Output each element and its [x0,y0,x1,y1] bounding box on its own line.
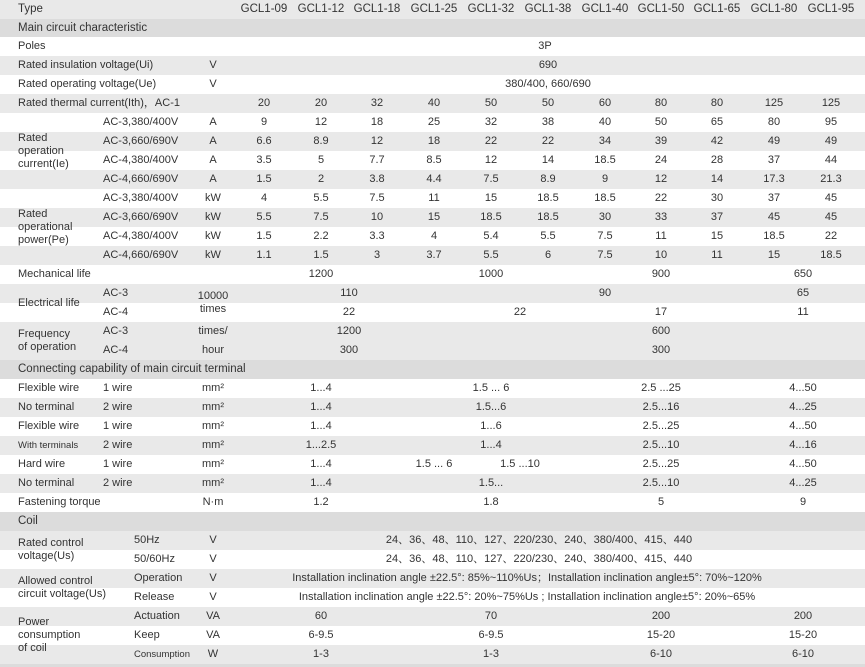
table-cell: 7.7 [369,154,385,166]
model-header: GCL1-09 [240,3,288,15]
table-cell: 5 [657,496,665,508]
table-cell: 1...4 [310,477,332,489]
table-cell: 18.5 [763,230,785,242]
table-cell: 15-20 [788,629,818,641]
table-cell: A [209,154,217,166]
row-label: Consumption [134,649,190,660]
table-cell: 18 [370,116,384,128]
table-cell: 11 [797,306,809,318]
table-cell: 70 [484,610,498,622]
table-cell: 18.5 [537,192,559,204]
table-cell: A [209,135,217,147]
row-label: Rated operating voltage(Ue) [18,78,157,90]
table-cell: 5.5 [313,192,329,204]
table-cell: 17 [654,306,668,318]
table-cell: 6 [544,249,552,261]
table-cell: 11 [428,192,440,204]
table-cell: 44 [824,154,838,166]
table-cell: 25 [427,116,441,128]
table-cell: mm² [202,401,224,413]
table-cell: 50 [541,97,555,109]
table-cell: 9 [799,496,807,508]
table-cell: 300 [339,344,359,356]
row-label: AC-4,380/400V [103,154,179,166]
table-cell: 900 [651,268,671,280]
row-label: Fastening torque [18,496,101,508]
table-cell: 18.5 [537,211,559,223]
table-cell: 33 [654,211,668,223]
table-cell: 9 [601,173,609,185]
model-header: GCL1-25 [410,3,458,15]
header-type-label: Type [18,3,43,15]
table-cell: 37 [767,154,781,166]
section-title-main: Main circuit characteristic [18,21,148,34]
table-cell: 1...4 [310,382,332,394]
table-cell: 37 [767,192,781,204]
table-cell: 3P [538,40,552,52]
table-cell: 4 [430,230,438,242]
table-cell: 95 [824,116,838,128]
table-cell: 7.5 [597,249,613,261]
table-cell: 10000 times [197,290,229,315]
table-cell: A [209,116,217,128]
table-cell: V [209,78,217,90]
table-cell: 11 [655,230,667,242]
table-cell: 50 [654,116,668,128]
row-label: Release [134,591,175,603]
table-cell: 6-9.5 [478,629,504,641]
table-cell: 14 [710,173,724,185]
table-cell: 42 [710,135,724,147]
row-label: 1 wire [103,382,133,394]
table-cell: 300 [651,344,671,356]
table-cell: 1200 [336,325,362,337]
row-label: Hard wire [18,458,66,470]
table-cell: kW [205,192,221,204]
table-cell: 18.5 [594,154,616,166]
table-cell: 21.3 [820,173,842,185]
row-label: Operation [134,572,183,584]
table-cell: 30 [598,211,612,223]
table-cell: 1...2.5 [305,439,337,451]
table-cell: 110 [340,287,358,299]
table-cell: 18 [427,135,441,147]
row-label: 50Hz [134,534,160,546]
table-cell: 22 [342,306,356,318]
table-cell: 14 [541,154,555,166]
table-cell: 7.5 [369,192,385,204]
table-cell: 1.5 ... 6 [415,458,453,470]
table-cell: 22 [484,135,498,147]
table-cell: 1...4 [310,401,332,413]
table-cell: 12 [370,135,384,147]
table-cell: VA [206,629,220,641]
table-cell: 15 [484,192,498,204]
table-cell: 24 [654,154,668,166]
table-cell: 49 [767,135,781,147]
row-label: Keep [134,629,160,641]
row-label: Power consumption of coil [18,616,81,654]
table-cell: 24、36、48、110、127、220/230、240、380/400、415、440 [385,553,693,565]
row-label: Rated operational power(Pe) [18,207,73,246]
table-cell: 45 [767,211,781,223]
table-cell: 8.9 [540,173,556,185]
row-label: Flexible wire [18,382,80,394]
row-label: 2 wire [103,401,133,413]
table-cell: 7.5 [597,230,613,242]
table-cell: 7.5 [313,211,329,223]
table-cell: V [209,553,217,565]
table-cell: VA [206,610,220,622]
table-cell: 5.5 [483,249,499,261]
table-cell: 7.5 [483,173,499,185]
table-cell: 1.5 ... 6 [472,382,510,394]
table-cell: 1...6 [480,420,502,432]
table-cell: 380/400, 660/690 [505,78,591,90]
table-cell: 1.8 [483,496,499,508]
table-cell: 1.1 [256,249,272,261]
model-header: GCL1-38 [524,3,572,15]
model-header: GCL1-95 [807,3,855,15]
table-cell: 90 [598,287,612,299]
row-label: 2 wire [103,439,133,451]
row-label: AC-4,660/690V [103,249,179,261]
table-cell: 1200 [308,268,334,280]
table-cell: 5 [317,154,325,166]
table-cell: 80 [710,97,724,109]
table-cell: 6-9.5 [308,629,334,641]
model-header: GCL1-32 [467,3,515,15]
table-cell: 10 [370,211,384,223]
table-cell: 2.5 ...25 [641,382,681,394]
table-cell: 650 [793,268,813,280]
table-cell: mm² [202,420,224,432]
row-label: AC-4,380/400V [103,230,179,242]
model-header: GCL1-80 [750,3,798,15]
model-header: GCL1-40 [581,3,629,15]
table-cell: mm² [202,477,224,489]
model-header: GCL1-50 [637,3,685,15]
table-cell: 1.5 ...10 [500,458,540,470]
table-cell: 40 [427,97,441,109]
row-label: Actuation [134,610,180,622]
table-cell: 125 [764,97,784,109]
table-cell: 22 [824,230,838,242]
table-cell: 20 [257,97,271,109]
model-header: GCL1-12 [297,3,345,15]
table-cell: 22 [513,306,527,318]
table-cell: 80 [654,97,668,109]
table-cell: 65 [796,287,810,299]
table-cell: 2 [317,173,325,185]
row-label: 2 wire [103,477,133,489]
table-cell: 28 [710,154,724,166]
table-cell: 32 [370,97,384,109]
row-label: Allowed control circuit voltage(Us) [18,575,107,600]
table-cell: V [209,572,217,584]
table-cell: 3.5 [256,154,272,166]
table-cell: 3.8 [369,173,385,185]
table-cell: Installation inclination angle ±22.5°: 85%~110%Us；Installation inclination angle±5°: 70%~120% [292,572,762,584]
table-cell: 8.9 [313,135,329,147]
table-cell: 1-3 [483,648,499,660]
table-cell: 690 [538,59,558,71]
table-cell: 3.7 [426,249,442,261]
row-label: AC-3,660/690V [103,135,179,147]
row-label: 1 wire [103,458,133,470]
table-cell: Installation inclination angle ±22.5°: 20%~75%Us ; Installation inclination angle±5°: 20%~65% [298,591,756,603]
table-cell: 3 [373,249,381,261]
row-label: AC-3 [103,287,129,299]
table-cell: 15-20 [646,629,676,641]
table-cell: 60 [598,97,612,109]
table-cell: times/ [198,325,228,337]
table-cell: 12 [654,173,668,185]
table-cell: 1...4 [310,420,332,432]
row-label: Flexible wire [18,420,80,432]
table-cell: W [207,648,219,660]
table-cell: 17.3 [763,173,785,185]
table-cell: N·m [202,496,224,508]
table-cell: 2.5...25 [642,420,680,432]
section-title-connecting: Connecting capability of main circuit terminal [18,363,246,375]
table-cell: 1...4 [310,458,332,470]
table-cell: mm² [202,382,224,394]
table-cell: 2.2 [313,230,329,242]
table-cell: 200 [651,610,671,622]
row-label: 1 wire [103,420,133,432]
table-cell: 5.4 [483,230,499,242]
table-cell: 1.5 [313,249,329,261]
table-cell: 1000 [478,268,504,280]
table-cell: 5.5 [256,211,272,223]
table-cell: 18.5 [480,211,502,223]
table-cell: 39 [654,135,668,147]
table-cell: 1.5 [256,230,272,242]
row-label: With terminals [18,440,79,451]
table-cell: 2.5...10 [642,439,680,451]
table-cell: 22 [541,135,555,147]
table-cell: 45 [824,211,838,223]
table-cell: 1.5...6 [475,401,507,413]
table-cell: hour [201,344,225,356]
table-cell: V [209,59,217,71]
table-cell: kW [205,230,221,242]
row-label: AC-4 [103,306,129,318]
row-label: AC-3,380/400V [103,192,179,204]
row-label: Rated operation current(Ie) [18,131,69,170]
table-cell: 15 [767,249,781,261]
table-cell: 32 [484,116,498,128]
row-label: 50/60Hz [134,553,175,565]
row-label: AC-3 [103,325,129,337]
table-cell: 1.5... [478,477,504,489]
table-cell: V [209,591,217,603]
row-label: AC-4,660/690V [103,173,179,185]
table-cell: 1-3 [313,648,329,660]
table-cell: 1.2 [313,496,329,508]
table-cell: 1...4 [480,439,502,451]
table-cell: 18.5 [594,192,616,204]
table-cell: 3.3 [369,230,385,242]
model-header: GCL1-18 [353,3,401,15]
table-cell: 65 [710,116,724,128]
table-cell: 4...50 [789,382,817,394]
row-label: Mechanical life [18,268,91,280]
table-cell: 6-10 [649,648,673,660]
table-cell: mm² [202,439,224,451]
table-cell: 11 [711,249,723,261]
table-cell: 4 [260,192,268,204]
table-cell: 12 [484,154,498,166]
row-label: AC-4 [103,344,129,356]
table-cell: mm² [202,458,224,470]
row-label: Electrical life [18,296,80,309]
table-cell: 125 [821,97,841,109]
table-cell: 30 [710,192,724,204]
table-cell: 34 [598,135,612,147]
table-cell: 24、36、48、110、127、220/230、240、380/400、415、440 [385,534,693,546]
table-cell: 37 [710,211,724,223]
table-cell: kW [205,211,221,223]
row-label: Rated insulation voltage(Ui) [18,59,154,71]
table-cell: V [209,534,217,546]
table-cell: 18.5 [820,249,842,261]
table-cell: 4...25 [789,477,817,489]
row-label: Rated thermal current(Ith)，AC-1 [18,97,180,109]
row-label: AC-3,660/690V [103,211,179,223]
section-band-coil [0,512,865,531]
table-cell: 2.5...25 [642,458,680,470]
table-cell: 49 [824,135,838,147]
row-label: AC-3,380/400V [103,116,179,128]
table-cell: 12 [314,116,328,128]
table-cell: 4...50 [789,458,817,470]
table-cell: 4.4 [426,173,442,185]
table-cell: 4...50 [789,420,817,432]
table-cell: 600 [651,325,671,337]
table-cell: 8.5 [426,154,442,166]
table-cell: 45 [824,192,838,204]
row-label: Frequency of operation [18,328,77,353]
table-cell: 38 [541,116,555,128]
table-cell: 2.5...10 [642,477,680,489]
table-cell: 50 [484,97,498,109]
table-cell: kW [205,249,221,261]
table-cell: 2.5...16 [642,401,680,413]
row-label: Rated control voltage(Us) [18,537,84,562]
model-header: GCL1-65 [693,3,741,15]
table-cell: 15 [427,211,441,223]
table-cell: 22 [654,192,668,204]
table-cell: 20 [314,97,328,109]
table-cell: 4...16 [789,439,817,451]
table-cell: 15 [710,230,724,242]
table-cell: 9 [260,116,268,128]
table-cell: 6.6 [256,135,272,147]
table-cell: 6-10 [791,648,815,660]
table-cell: 80 [767,116,781,128]
table-cell: 1.5 [256,173,272,185]
section-title-coil: Coil [18,515,38,527]
table-cell: 5.5 [540,230,556,242]
table-cell: A [209,173,217,185]
row-label: No terminal [18,401,75,413]
row-label: Poles [18,40,46,52]
table-cell: 10 [654,249,668,261]
table-cell: 4...25 [789,401,817,413]
table-cell: 40 [598,116,612,128]
table-cell: 200 [793,610,813,622]
row-label: No terminal [18,477,75,489]
table-cell: 60 [314,610,328,622]
